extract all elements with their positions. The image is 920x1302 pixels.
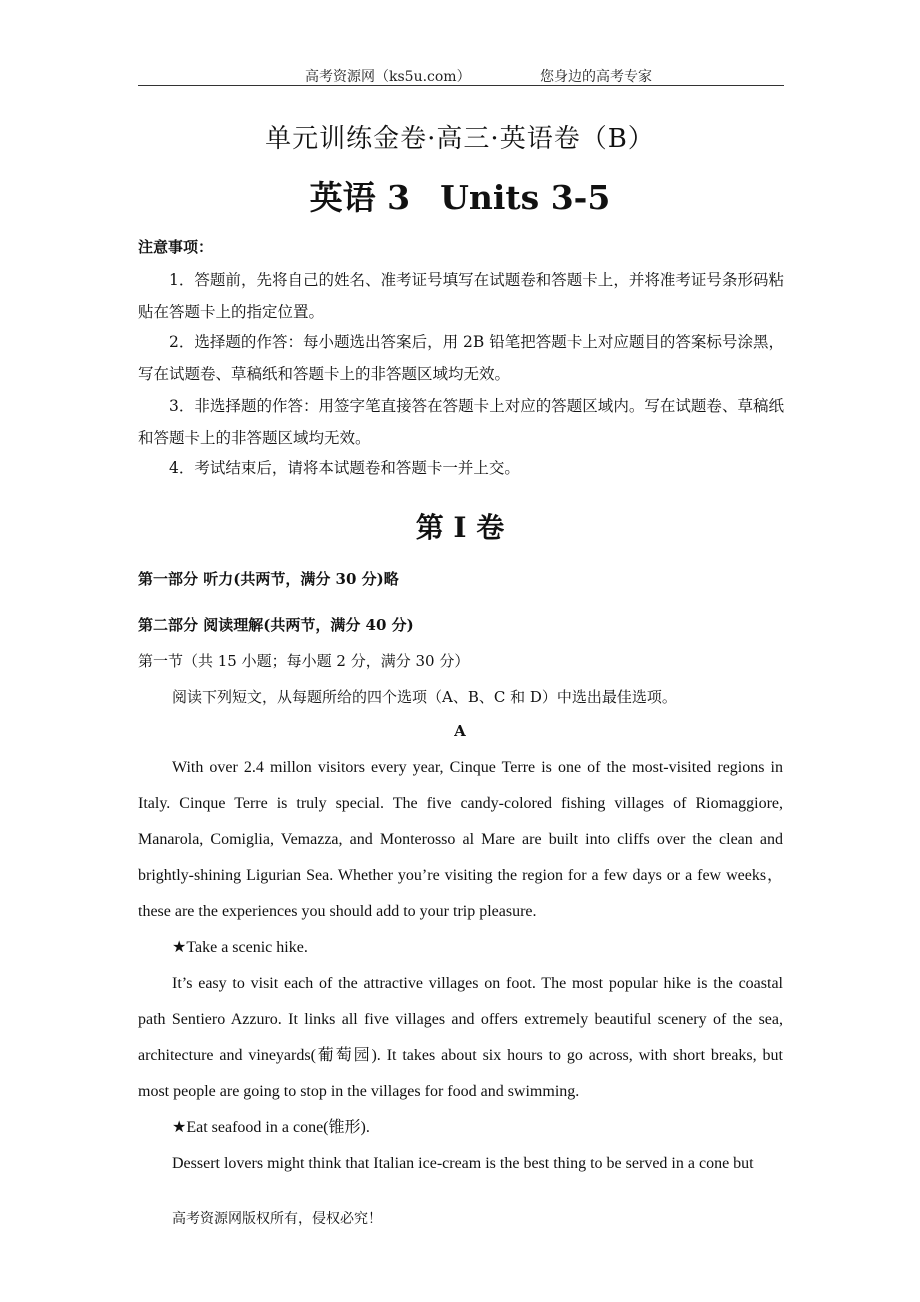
passage-paragraph: It’s easy to visit each of the attractive villages on foot. The most popular hike is the coastal path Sentiero Azzuro. It links all five villages and offers extremely beautiful scenery of the sea, architecture and vineyards(葡萄园). It takes about six hours to go across, with short breaks, but most people are going to stop in the villages for food and swimming. [138,975,783,1100]
note-item: 4．考试结束后，请将本试题卷和答题卡一并上交。 [169,459,520,477]
header-slogan: 您身边的高考专家 [540,69,652,85]
subsection-heading: 第一节（共 15 小题；每小题 2 分，满分 30 分） [138,652,470,670]
header-site-name: 高考资源网（ks5u.com） [305,69,471,85]
part-one-heading: 第一部分 听力(共两节，满分 30 分)略 [138,570,399,588]
passage-letter: A [454,722,466,740]
note-item: 2．选择题的作答：每小题选出答案后，用 2B 铅笔把答题卡上对应题目的答案标号涂黑，写在试题卷、草稿纸和答题卡上的非答题区域均无效。 [138,333,784,383]
page-header [138,62,782,86]
volume-title: 第 I 卷 [415,511,505,544]
subject-label: 英语 3 [309,178,411,217]
units-label: Units 3-5 [440,178,611,217]
part-two-heading: 第二部分 阅读理解(共两节，满分 40 分) [138,616,414,634]
header-divider [138,85,784,86]
passage-paragraph: With over 2.4 millon visitors every year, Cinque Terre is one of the most-visited regions in Italy. Cinque Terre is truly special. The five candy-colored fishing villages of Riomaggiore, Manarola, Comiglia, Vemazza, and Monterosso al Mare are built into cliffs over the clean and brightly-shining Ligurian Sea. Whether you’re visiting the region for a few days or a few weeks，these are the experiences you should add to your trip pleasure. [138,759,783,920]
reading-instruction: 阅读下列短文，从每题所给的四个选项（A、B、C 和 D）中选出最佳选项。 [172,688,677,706]
note-item: 1．答题前，先将自己的姓名、准考证号填写在试题卷和答题卡上，并将准考证号条形码粘贴在答题卡上的指定位置。 [138,271,784,321]
exam-subtitle [0,172,920,219]
passage-subheading: ★Take a scenic hike. [172,939,308,956]
passage-paragraph: Dessert lovers might think that Italian ice-cream is the best thing to be served in a cone but [172,1155,754,1172]
note-item: 3．非选择题的作答：用签字笔直接答在答题卡上对应的答题区域内。写在试题卷、草稿纸和答题卡上的非答题区域均无效。 [138,397,784,447]
exam-title: 单元训练金卷·高三·英语卷（B） [265,124,655,154]
page-footer: 高考资源网版权所有，侵权必究！ [172,1211,382,1227]
notes-heading: 注意事项： [138,238,214,256]
passage-subheading: ★Eat seafood in a cone(锥形). [172,1119,370,1136]
